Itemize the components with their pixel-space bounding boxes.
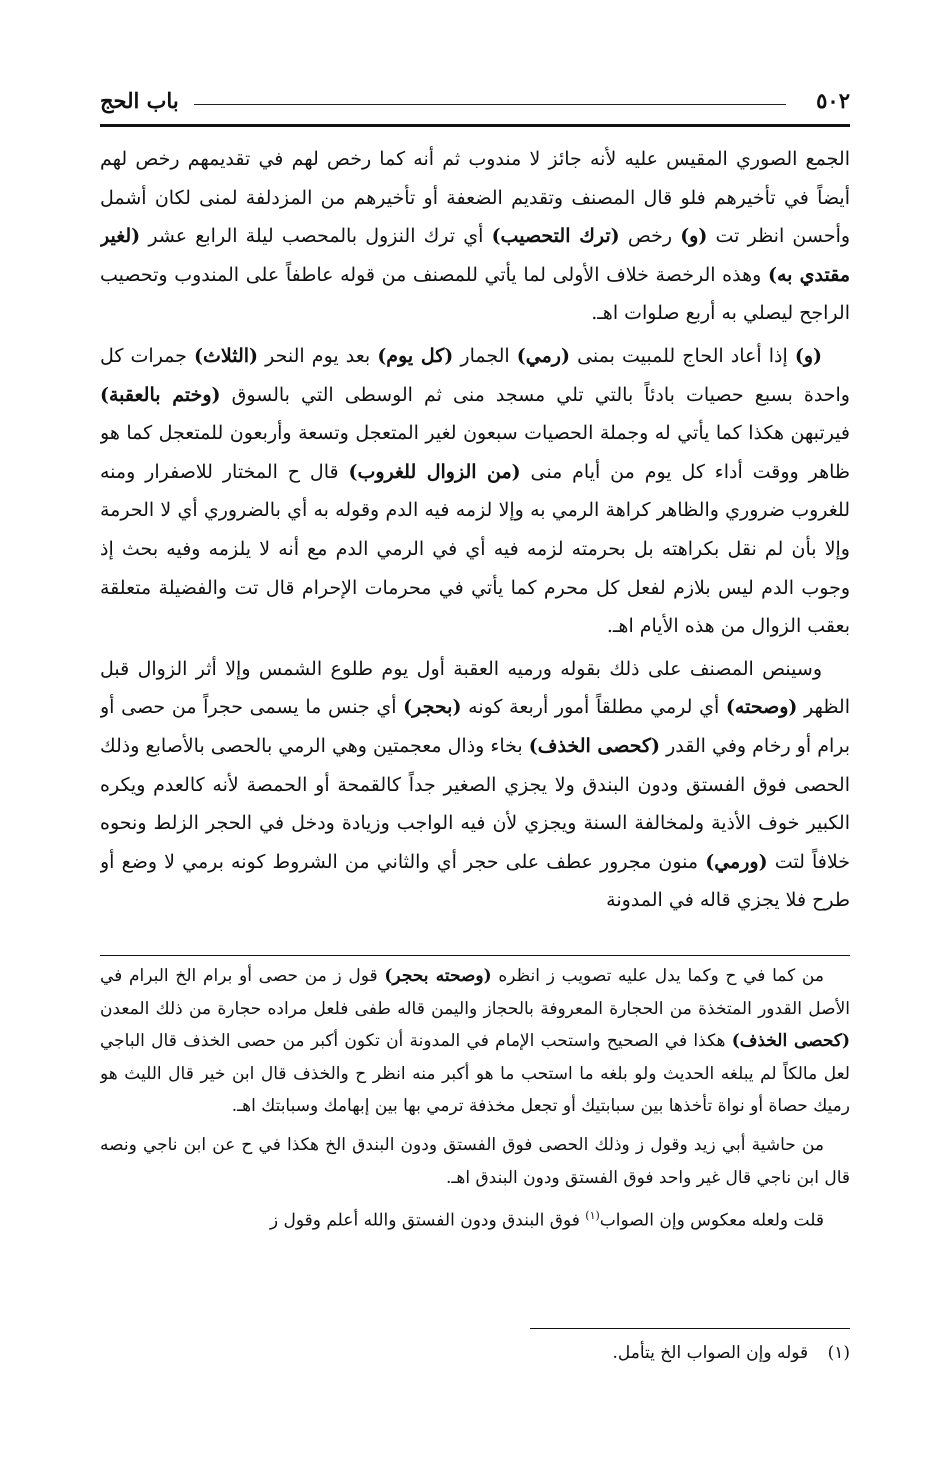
commentary-text: [100, 960, 850, 1316]
paragraph-2: [100, 337, 850, 646]
text-run: الجمار: [460, 344, 510, 367]
text-run: بخاء وذال معجمتين وهي الرمي بالحصى بالأصابع وذلك الحصى فوق الفستق ودون البندق ولا يجزي الصغير جداً كالقمحة أو الحمصة لأنه كالعدم ويكره الكبير خوف الأذية ولمخالفة السنة ويجزي لأن فيه الواجب وزيادة ودخل في الحجر الزلط ونحوه خلافاً لتت: [100, 734, 850, 873]
paragraph-3: [100, 650, 850, 920]
text-run: قول ز من حصى أو برام الخ البرام في الأصل القدور المتخذة من الحجارة المعروفة بالحجاز واليمن قاله طفى فلعل مراده حجارة من ذلك المعدن: [100, 966, 850, 1019]
bold-term: (كحصى الخذف): [731, 1031, 850, 1052]
text-run: منون مجرور عطف على حجر أي والثاني من الشروط كونه برمي لا وضع أو طرح فلا يجزي قاله في المدونة: [100, 850, 850, 912]
bold-term: (وصحته بحجر): [384, 966, 492, 986]
bold-term: (و): [794, 344, 823, 367]
text-run: وهذه الرخصة خلاف الأولى لما يأتي للمصنف من قوله عاطفاً على المندوب وتحصيب الراجح ليصلي به أربع صلوات اهـ.: [100, 263, 850, 325]
main-text: [100, 140, 850, 940]
text-run: جمرات كل واحدة بسبع حصيات بادئاً بالتي تلي مسجد منى ثم الوسطى التي بالسوق: [100, 344, 850, 406]
commentary-paragraph-1: [100, 960, 850, 1123]
page-number: ٥٠٢: [816, 88, 850, 113]
text-run: الجمع الصوري المقيس عليه لأنه جائز لا مندوب ثم أنه كما رخص لهم في تقديمهم رخص لهم أيضاً في تأخيرهم فلو قال المصنف وتقديم الضعفة أو تأخيرهم من المزدلفة لمنى لكان أشمل وأحسن انظر تت: [100, 148, 850, 248]
text-run: فوق البندق ودون الفستق والله أعلم وقول ز: [269, 1210, 580, 1231]
text-run: أي لرمي مطلقاً أمور أربعة كونه: [468, 696, 720, 719]
footnote-divider: [530, 1328, 850, 1329]
text-run: أي جنس ما يسمى حجراً من حصى أو برام أو رخام وفي القدر: [100, 696, 850, 757]
footnote: [100, 1338, 850, 1372]
text-run: بعد يوم النحر: [265, 344, 371, 367]
text-run: من كما في ح وكما يدل عليه تصويب ز انظره: [498, 966, 824, 986]
footnote-text: قوله وإن الصواب الخ يتأمل.: [612, 1343, 809, 1363]
bold-term: (و): [680, 225, 708, 248]
text-run: أي ترك النزول بالمحصب ليلة الرابع عشر: [148, 225, 484, 248]
text-run: وسينص المصنف على ذلك بقوله ورميه العقبة أول يوم طلوع الشمس وإلا أثر الزوال قبل الظهر: [100, 657, 850, 719]
text-run: هكذا في الصحيح واستحب الإمام في المدونة أن تكون أكبر من حصى الخذف قال الباجي لعل مالكاً لم يبلغه الحديث ولو بلغه ما استحب ما هو أكبر منه انظر ح والخذف قال ابن خير قال الليث هو رميك حصاة أو نواة تأخذها بين سبابتيك أو تجعل مخذفة ترمي بها بين إبهامك وسبابتك اهـ.: [100, 1031, 850, 1117]
text-run: قال ح المختار للاصفرار ومنه للغروب ضروري والظاهر كراهة الرمي به وإلا لزمه فيه الدم وقوله به أي بالضروري أي لا الحرمة وإلا بأن لم نقل بكراهته بل بحرمته لزمه فيه أي في الرمي الدم مع أنه لا يلزمه وفيه بحث إذ وجوب الدم ليس بلازم لفعل كل محرم كما يأتي في محرمات الإحرام قال تت والفضيلة متعلقة بعقب الزوال من هذه الأيام اهـ.: [100, 460, 850, 638]
text-run: رخص: [627, 225, 673, 248]
bold-term: (لغير مقتدي به): [100, 225, 850, 286]
footnote-marker: (١): [827, 1343, 850, 1363]
header-thick-rule: [100, 124, 850, 127]
bold-term: (وصحته): [725, 696, 798, 719]
commentary-paragraph-3: [100, 1200, 850, 1237]
text-run: من حاشية أبي زيد وقول ز وذلك الحصى فوق الفستق ودون البندق الخ هكذا في ح عن ابن ناجي ونصه قال ابن ناجي قال غير واحد فوق الفستق ودون البندق اهـ.: [100, 1134, 850, 1188]
bold-term: (كل يوم): [377, 344, 454, 367]
bold-term: (من الزوال للغروب): [348, 460, 521, 483]
bold-term: (كحصى الخذف): [528, 734, 661, 757]
bold-term: (بحجر): [403, 696, 462, 719]
chapter-title: باب الحج: [100, 88, 179, 113]
commentary-paragraph-2: [100, 1129, 850, 1194]
bold-term: (ترك التحصيب): [491, 225, 620, 248]
bold-term: (الثلاث): [194, 344, 259, 367]
header-rule: [194, 104, 786, 105]
bold-term: (ورمي): [705, 850, 768, 873]
commentary-divider: [100, 955, 850, 956]
bold-term: (وختم بالعقبة): [100, 383, 221, 406]
paragraph-1: [100, 140, 850, 333]
footnote-reference[interactable]: (١): [585, 1209, 600, 1223]
bold-term: (رمي): [516, 344, 570, 367]
text-run: فيرتبهن هكذا كما يأتي له وجملة الحصيات سبعون لغير المتعجل وتسعة وأربعون للمتعجل كما هو ظاهر ووقت أداء كل يوم من أيام منى: [100, 422, 850, 483]
text-run: قلت ولعله معكوس وإن الصواب: [599, 1210, 824, 1231]
text-run: إذا أعاد الحاج للمبيت بمنى: [577, 344, 788, 367]
running-header: [100, 88, 850, 122]
